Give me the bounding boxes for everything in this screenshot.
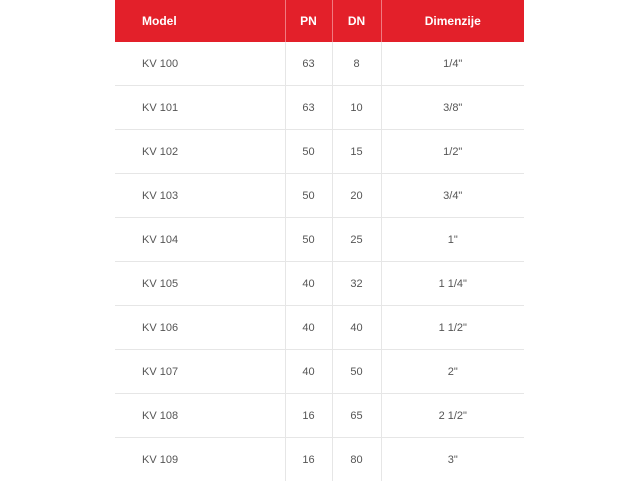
table-body — [115, 42, 524, 481]
cell-dimenzije: 3/8" — [381, 86, 524, 130]
table-row — [115, 86, 524, 130]
table-row — [115, 438, 524, 481]
table-row — [115, 130, 524, 174]
cell-model: KV 106 — [115, 306, 285, 350]
cell-pn: 63 — [285, 86, 332, 130]
cell-pn: 40 — [285, 350, 332, 394]
cell-dn: 65 — [332, 394, 381, 438]
cell-dn: 15 — [332, 130, 381, 174]
cell-pn: 50 — [285, 130, 332, 174]
table-row — [115, 350, 524, 394]
cell-pn: 40 — [285, 306, 332, 350]
column-header-pn: PN — [285, 0, 332, 42]
cell-model: KV 102 — [115, 130, 285, 174]
cell-pn: 50 — [285, 218, 332, 262]
cell-model: KV 101 — [115, 86, 285, 130]
product-table — [115, 0, 524, 481]
cell-model: KV 107 — [115, 350, 285, 394]
cell-dimenzije: 1 1/4" — [381, 262, 524, 306]
table-row — [115, 262, 524, 306]
column-header-dn: DN — [332, 0, 381, 42]
table-row — [115, 218, 524, 262]
cell-dimenzije: 3/4" — [381, 174, 524, 218]
table-row — [115, 394, 524, 438]
cell-pn: 50 — [285, 174, 332, 218]
cell-pn: 63 — [285, 42, 332, 86]
table-header — [115, 0, 524, 42]
cell-model: KV 109 — [115, 438, 285, 481]
cell-dn: 20 — [332, 174, 381, 218]
cell-dimenzije: 1/4" — [381, 42, 524, 86]
cell-dn: 80 — [332, 438, 381, 481]
cell-model: KV 105 — [115, 262, 285, 306]
column-header-model: Model — [115, 0, 285, 42]
column-header-dimenzije: Dimenzije — [381, 0, 524, 42]
cell-dn: 32 — [332, 262, 381, 306]
cell-dimenzije: 1 1/2" — [381, 306, 524, 350]
cell-dimenzije: 2" — [381, 350, 524, 394]
cell-dimenzije: 2 1/2" — [381, 394, 524, 438]
cell-model: KV 100 — [115, 42, 285, 86]
cell-dn: 50 — [332, 350, 381, 394]
cell-pn: 16 — [285, 394, 332, 438]
cell-model: KV 103 — [115, 174, 285, 218]
cell-pn: 40 — [285, 262, 332, 306]
cell-dimenzije: 1" — [381, 218, 524, 262]
header-row — [115, 0, 524, 42]
cell-pn: 16 — [285, 438, 332, 481]
cell-dn: 40 — [332, 306, 381, 350]
cell-dn: 8 — [332, 42, 381, 86]
cell-dimenzije: 1/2" — [381, 130, 524, 174]
cell-dimenzije: 3" — [381, 438, 524, 481]
table-row — [115, 42, 524, 86]
cell-dn: 10 — [332, 86, 381, 130]
table-row — [115, 306, 524, 350]
cell-dn: 25 — [332, 218, 381, 262]
product-table-container — [115, 0, 524, 481]
cell-model: KV 108 — [115, 394, 285, 438]
table-row — [115, 174, 524, 218]
cell-model: KV 104 — [115, 218, 285, 262]
